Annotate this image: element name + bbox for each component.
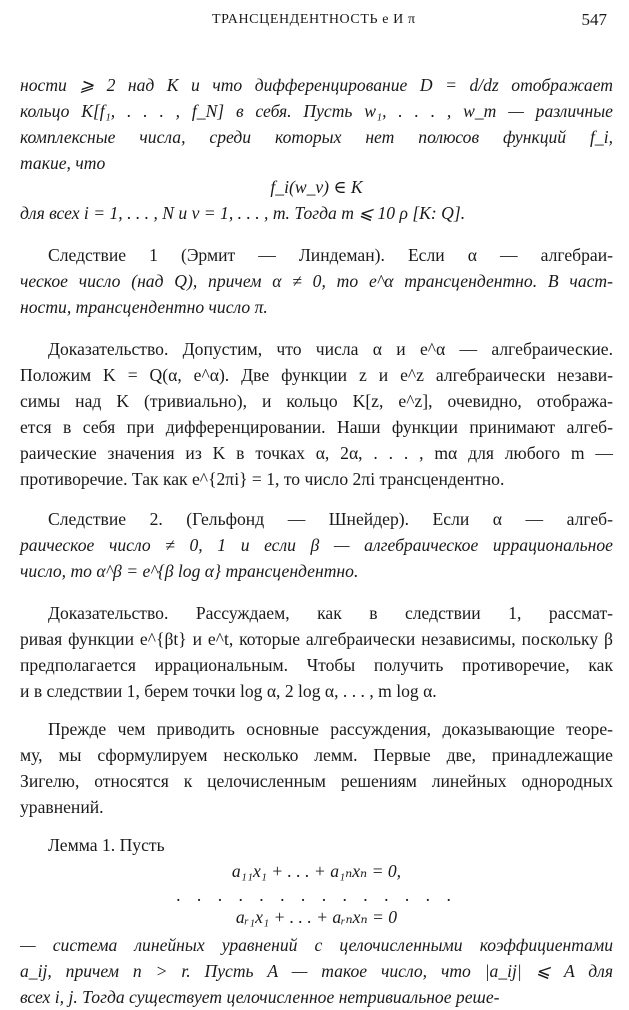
- text-line: ривая функции e^{βt} и e^t, которые алгебраически независимы, поскольку β: [20, 629, 613, 649]
- text-line: му, мы сформулируем несколько лемм. Первые две, принадлежащие: [20, 745, 613, 765]
- text-line: Зигелю, относятся к целочисленным решениям линейных однородных: [20, 771, 613, 791]
- text-line: Прежде чем приводить основные рассуждения, доказывающие теоре-: [48, 719, 613, 739]
- text-line: ческое число (над Q), причем α ≠ 0, то e^α трансцендентно. В част-: [20, 271, 613, 291]
- page-number: 547: [581, 10, 607, 29]
- text-line: ности, трансцендентно число π.: [20, 297, 268, 317]
- corollary-heading-line: Следствие 2. (Гельфонд — Шнейдер). Если α — алгеб-: [48, 509, 613, 529]
- text-line: Положим K = Q(α, e^α). Две функции z и e^z алгебраически незави-: [20, 365, 613, 385]
- text-line: предполагается иррациональным. Чтобы получить противоречие, как: [20, 655, 613, 675]
- running-title: ТРАНСЦЕНДЕНТНОСТЬ e И π: [212, 12, 416, 27]
- equation-row: aᵣ₁x₁ + . . . + aᵣₙxₙ = 0: [235, 907, 398, 927]
- lemma-heading-line: Лемма 1. Пусть: [48, 835, 165, 855]
- text-line: уравнений.: [20, 797, 104, 817]
- text-line: симы над K (тривиально), и кольцо K[z, e^z], очевидно, отобража-: [20, 391, 613, 411]
- proof-heading-line: Доказательство. Допустим, что числа α и e^α — алгебраические.: [48, 339, 613, 359]
- text-line: число, то α^β = e^{β log α} трансцендентно.: [20, 561, 359, 581]
- text-line: ется в себя при дифференцировании. Наши функции принимают алгеб-: [20, 417, 613, 437]
- text-line: раическое число ≠ 0, 1 и если β — алгебраическое иррациональное: [20, 535, 613, 555]
- text-line: кольцо K[f₁, . . . , f_N] в себя. Пусть w₁, . . . , w_m — различные: [20, 101, 613, 121]
- text-line: всех i, j. Тогда существует целочисленное нетривиальное реше-: [20, 987, 500, 1007]
- text-line: и в следствии 1, берем точки log α, 2 log α, . . . , m log α.: [20, 681, 437, 701]
- proof-heading-line: Доказательство. Рассуждаем, как в следствии 1, рассмат-: [48, 603, 613, 623]
- equation-row: a₁₁x₁ + . . . + a₁ₙxₙ = 0,: [231, 861, 402, 881]
- text-line: ности ⩾ 2 над K и что дифференцирование D = d/dz отображает: [20, 75, 613, 95]
- running-header: [0, 12, 629, 34]
- equation-ellipsis-row: . . . . . . . . . . . . . .: [176, 885, 457, 905]
- text-line: — система линейных уравнений с целочисленными коэффициентами: [20, 935, 613, 955]
- text-line: противоречие. Так как e^{2πi} = 1, то число 2πi трансцендентно.: [20, 469, 505, 489]
- text-line: раические значения из K в точках α, 2α, . . . , mα для любого m —: [20, 443, 613, 463]
- text-line: a_ij, причем n > r. Пусть A — такое число, что |a_ij| ⩽ A для: [20, 961, 613, 981]
- corollary-heading-line: Следствие 1 (Эрмит — Линдеман). Если α — алгебраи-: [48, 245, 613, 265]
- display-formula: f_i(w_ν) ∈ K: [270, 177, 363, 197]
- text-line: такие, что: [20, 153, 106, 173]
- text-line: для всех i = 1, . . . , N и ν = 1, . . . , m. Тогда m ⩽ 10 ρ [K: Q].: [20, 203, 466, 223]
- text-line: комплексные числа, среди которых нет полюсов функций f_i,: [20, 127, 613, 147]
